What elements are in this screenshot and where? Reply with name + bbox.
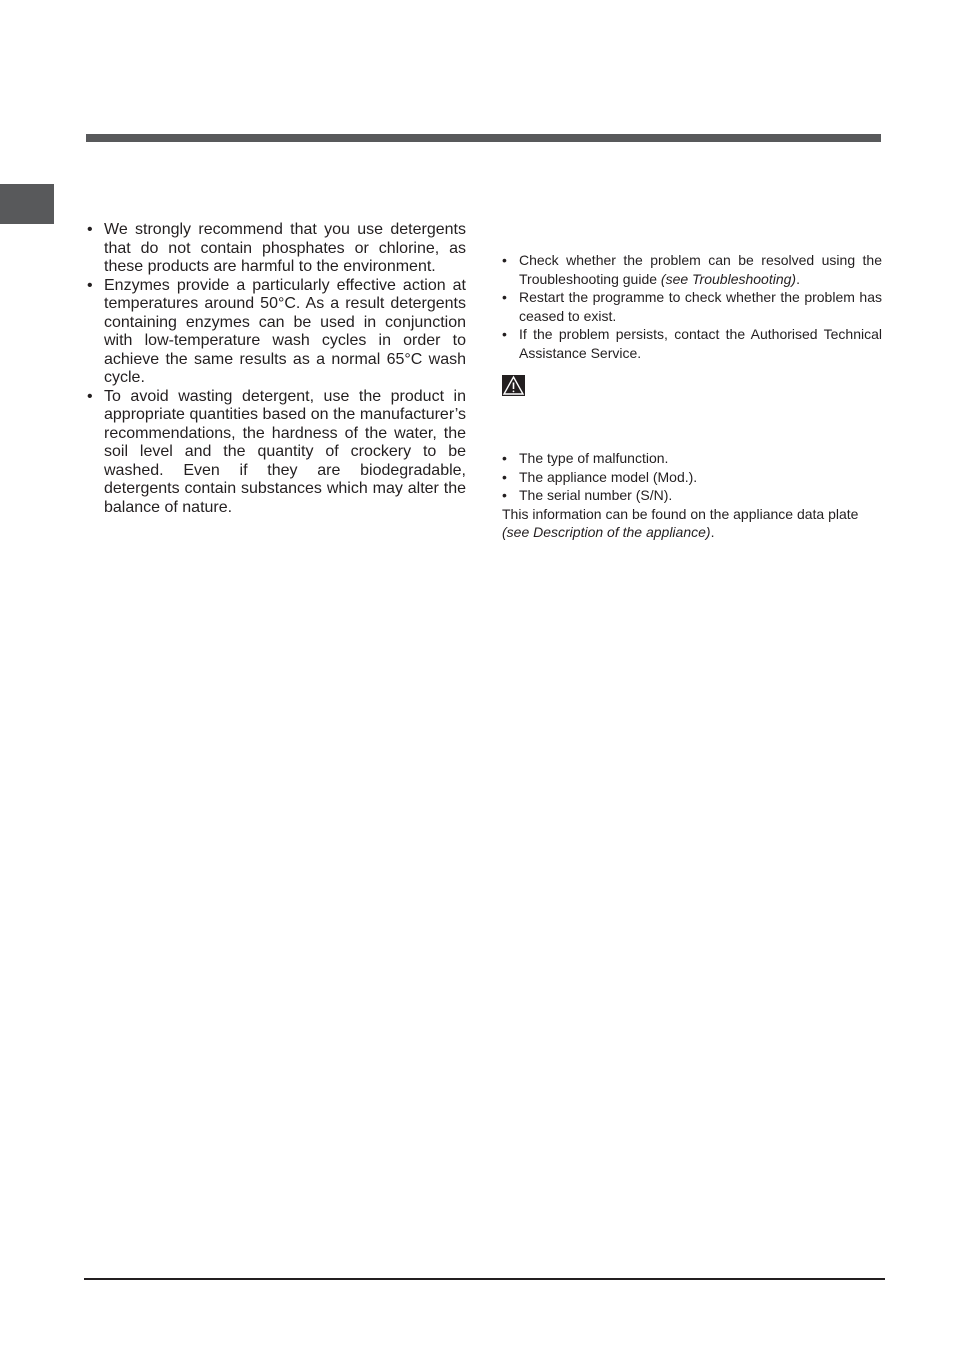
cross-reference: (see Description of the appliance) xyxy=(502,524,711,540)
list-item-text: We strongly recommend that you use detergents that do not contain phosphates or chlorine, as these products are harmful to the environment. xyxy=(104,221,466,275)
data-plate-note xyxy=(502,505,882,542)
list-item-text: The type of malfunction. xyxy=(519,450,669,466)
bullet-icon: • xyxy=(87,387,93,405)
bullet-icon: • xyxy=(502,450,507,466)
bullet-icon: • xyxy=(502,252,507,268)
bullet-icon: • xyxy=(502,487,507,503)
list-item-text: Enzymes provide a particularly effective action at temperatures around 50°C. As a result detergents containing enzymes can be used in conjunction with low-temperature wash cycles in order to achieve the same results as a normal 65°C wash cycle. xyxy=(104,276,466,386)
warning-triangle-icon xyxy=(502,375,525,396)
list-item-text: To avoid wasting detergent, use the product in appropriate quantities based on the manufacturer’s recommendations, the hardness of the water, the soil level and the quantity of crockery to be washed. Even if they are biodegradable, detergents contain substances which may alter the balance of nature. xyxy=(104,387,466,516)
bullet-icon: • xyxy=(87,276,93,294)
list-item xyxy=(86,221,466,277)
list-item xyxy=(502,468,882,487)
list-item xyxy=(86,388,466,518)
note-tail: . xyxy=(710,524,715,540)
list-item xyxy=(502,449,882,468)
list-item-text: Check whether the problem can be resolved using the Troubleshooting guide xyxy=(519,252,882,287)
note-text: This information can be found on the appliance data plate xyxy=(502,505,859,522)
list-item-text: The appliance model (Mod.). xyxy=(519,468,698,485)
required-info-list xyxy=(502,449,882,505)
list-item xyxy=(502,325,882,362)
list-item xyxy=(502,251,882,288)
environment-section xyxy=(86,221,466,517)
list-item xyxy=(86,277,466,388)
assistance-section xyxy=(502,251,882,362)
required-info-section xyxy=(502,449,882,542)
list-item xyxy=(502,288,882,325)
bullet-icon: • xyxy=(502,326,507,342)
list-item-tail: . xyxy=(796,270,800,287)
bullet-icon: • xyxy=(502,289,507,305)
language-tab xyxy=(0,184,54,224)
list-item-text: If the problem persists, contact the Authorised Technical Assistance Service. xyxy=(519,326,882,361)
header-rule xyxy=(86,134,881,142)
bullet-icon: • xyxy=(87,221,93,238)
bullet-icon: • xyxy=(502,468,507,485)
detergent-advice-list xyxy=(86,221,466,517)
list-item xyxy=(502,486,882,505)
footer-rule xyxy=(84,1278,885,1280)
list-item-text: Restart the programme to check whether the problem has ceased to exist. xyxy=(519,289,882,324)
list-item-text: The serial number (S/N). xyxy=(519,487,673,503)
assistance-steps-list xyxy=(502,251,882,362)
cross-reference: (see Troubleshooting) xyxy=(660,270,797,287)
